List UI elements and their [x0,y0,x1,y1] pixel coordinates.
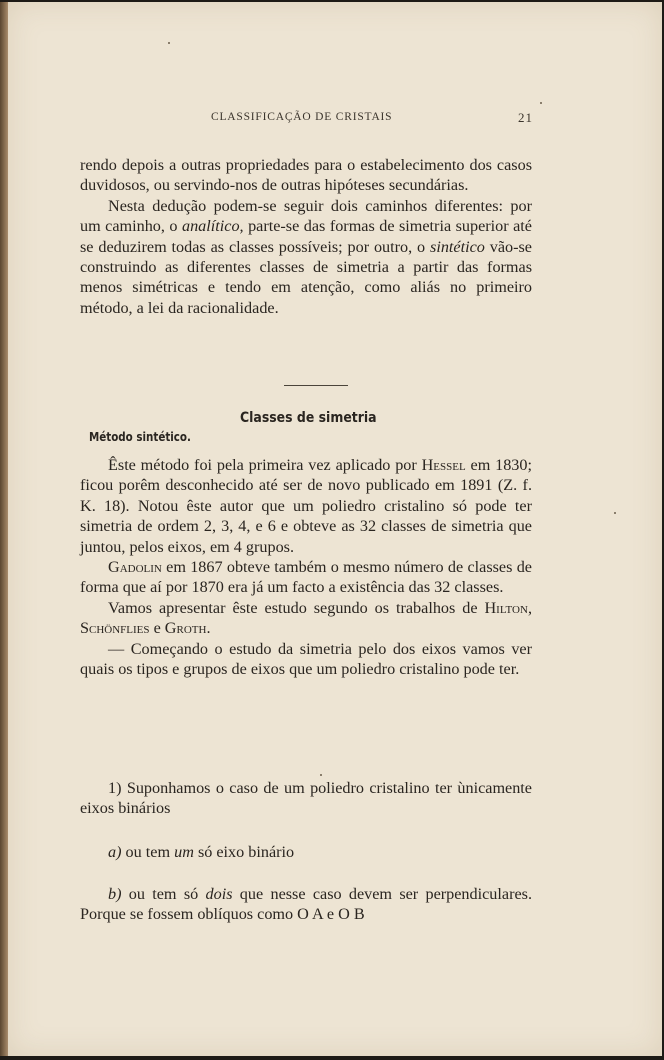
paper-speck [320,774,322,776]
paper-speck [614,512,616,514]
running-head-title: CLASSIFICAÇÃO DE CRISTAIS [211,111,393,123]
body-block-5 [80,884,532,925]
paper-speck [168,42,170,44]
paragraph-5-text: . [206,619,211,638]
body-block-4 [80,842,532,862]
body-block-3 [80,778,532,819]
paragraph-7: 1) Suponhamos o caso de um poliedro cristalino ter ùnicamente eixos binários [80,779,532,818]
author-name: Gadolin [108,558,162,577]
paragraph-5-text: e [149,619,165,638]
paper-speck [540,102,542,104]
paragraph-2 [80,196,532,318]
paragraph-5-text: , [527,598,532,617]
paragraph-1: rendo depois a outras propriedades para o estabelecimento dos casos duvidosos, ou servindo-nos de outras hipóteses secundárias. [80,156,532,195]
emphasis-analitico: analítico, [181,217,244,236]
emphasis-um: um [174,843,194,861]
paragraph-3-text: Êste método foi pela primeira vez aplicado por [108,456,422,474]
author-name: Groth [164,619,207,638]
author-name: Hessel [421,456,466,474]
body-block-2 [80,455,532,679]
emphasis-dois: dois [205,885,233,903]
paragraph-2-text: parte-se das formas de simetria superior até se deduzirem todas as classes possíveis; por outro, o [80,217,532,256]
author-name: Schönflies [80,619,150,638]
item-label: b) [108,885,122,903]
paragraph-4-text: em 1867 obteve também o mesmo número de classes de forma que aí por 1870 era já um facto a existência das 32 classes. [80,558,532,597]
body-block-1 [80,155,532,318]
paragraph-6: — Começando o estudo da simetria pelo dos eixos vamos ver quais os tipos e grupos de eixos que um poliedro cristalino pode ter. [80,639,532,679]
paragraph-3-text: em 1830; ficou porêm desconhecido até ser de novo publicado em 1891 (Z. f. K. 18). Notou êste autor que um poliedro cristalino só pode ter simetria de ordem 2, 3, 4, e 6 e obteve as 32 classes de simetria que juntou, pelos eixos, em 4 grupos. [80,456,532,556]
paragraph-2-text: Nesta dedução podem-se seguir dois caminhos diferentes: por um caminho, o [80,196,532,236]
paragraph-9 [80,884,532,925]
paragraph-3 [80,455,532,557]
paragraph-9-text: ou tem só [121,885,206,903]
paragraph-8-text: só eixo binário [193,843,295,861]
page-number: 21 [518,110,533,125]
section-divider [284,385,348,386]
emphasis-sintetico: sintético [430,237,485,256]
paragraph-8 [80,842,532,862]
paragraph-9-text: que nesse caso devem ser perpendiculares. Porque se fossem oblíquos como O A e O B [80,885,532,924]
author-name: Hilton [484,598,528,617]
paragraph-8-text: ou tem [121,843,175,861]
item-label: a) [108,843,122,861]
paragraph-2-text: vão-se construindo as diferentes classes de simetria a partir das formas menos simétricas e tendo em atenção, como aliás no primeiro método, a lei da racionalidade. [80,237,532,317]
paragraph-5 [80,598,532,639]
paragraph-4 [80,557,532,598]
section-title: Classes de simetria [240,410,377,426]
section-subtitle: Método sintético. [89,430,191,444]
paragraph-5-text: Vamos apresentar êste estudo segundo os trabalhos de [108,598,485,617]
